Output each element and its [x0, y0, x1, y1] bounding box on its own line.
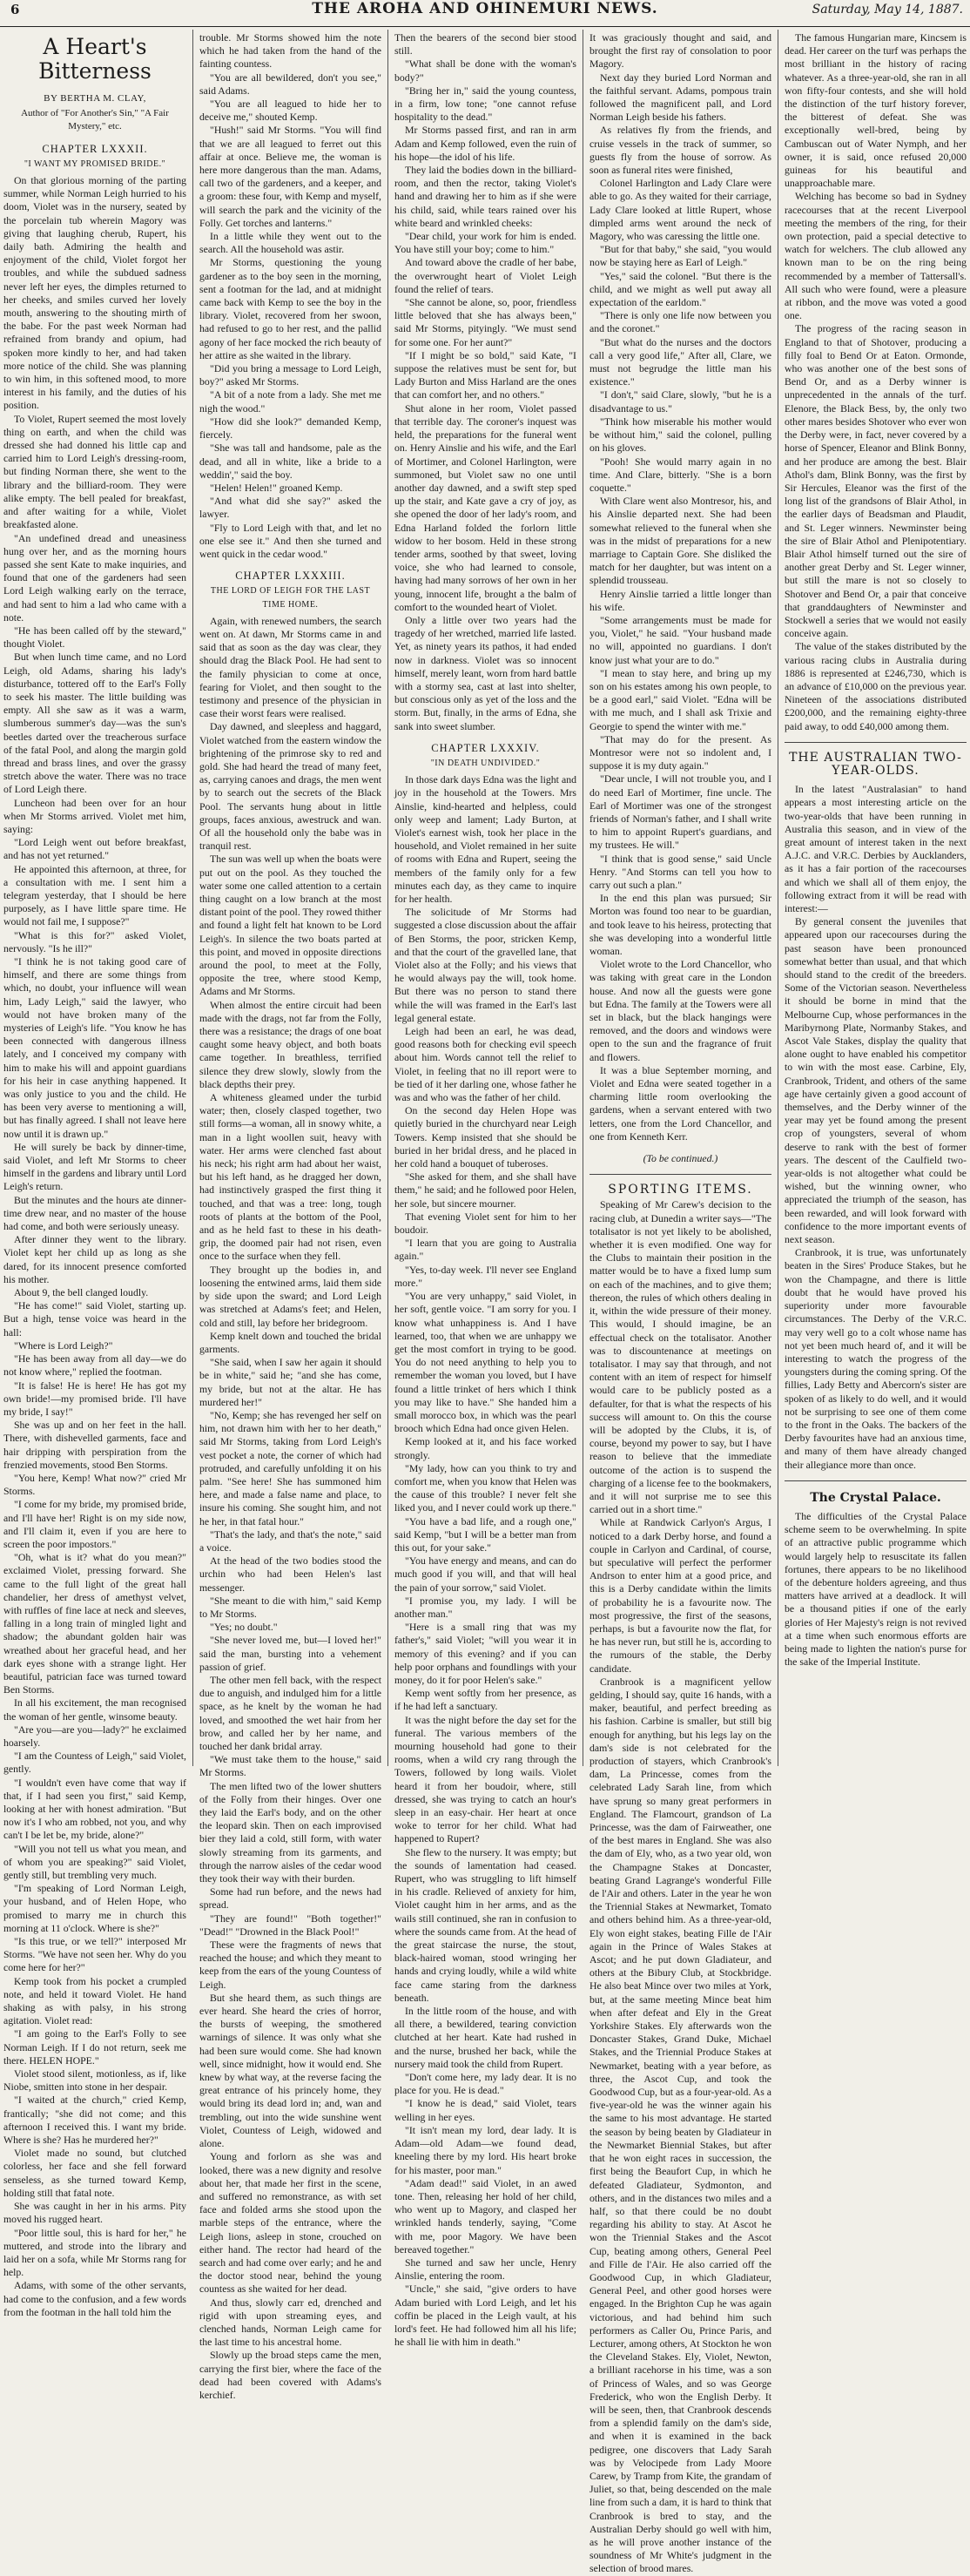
paragraph: "She was tall and handsome, pale as the dead, and all in white, like a bride to a weddin'," said the boy.	[199, 442, 381, 481]
paragraph: They brought up the bodies in, and loosening the entwined arms, laid them side by side upon the sward; and Lord Leigh was stretched at Adams's feet; and Helen, cold and still, lay before her bridegroom.	[199, 1263, 381, 1329]
paragraph: "What shall be done with the woman's body?"	[394, 57, 576, 84]
paragraph: "Some arrangements must be made for you, Violet," he said. "Your husband made no will, appointed no guardians. I don't know just what your are to do."	[589, 613, 771, 666]
story-title: A Heart's Bitterness	[38, 34, 152, 84]
paragraph: Luncheon had been over for an hour when Mr Storms arrived. Violet met him, saying:	[3, 796, 186, 835]
section-separator	[589, 1174, 771, 1175]
paragraph: "Is this true, or we tell?" interposed Mr Storms. "We have not seen her. Why do you come here for her?"	[3, 1935, 186, 1974]
paragraph: Cranbrook, it is true, was unfortunately beaten in the Sires' Produce Stakes, but he won the Champagne, and there is little doubt that he would have proved his superiority under more favourable circumstances. The Derby of the V.R.C. may very well go to a colt whose name has not yet been much heard of, and it will be interesting to watch the progress of the youngsters during the coming spring. Of the fillies, Lady Betty and Abercorn's sister are spoken of as likely to do well, and it would not be surprising to see one of them come to the front in the Oaks. The backers of the Derby favourites have had an anxious time, and many of them have already changed their allegiance more than once.	[785, 1246, 967, 1471]
paragraph: Shut alone in her room, Violet passed that terrible day. The coroner's inquest was held, the preparations for the funeral went on. Henry Ainslie and his wife, and the Earl of Mortimer, and Colonel Harlington, were summoned, but Violet saw no one until another day dawned, and a swift step sped up the stair, and Kate gave a cry of joy, as she opened the door of her lady's room, and Edna Harland folded the forlorn little widow to her bosom. Held in these strong tender arms, soothed by that sweet, loving voice, she who had learned to console, having had many sorrows of her own in her young, innocent life, brought a the balm of comfort to the wounded heart of Violet.	[394, 401, 576, 613]
chapter-heading: CHAPTER LXXXII.	[42, 142, 148, 155]
two-year-olds-text	[785, 783, 967, 1472]
paragraph: The value of the stakes distributed by the various racing clubs in Australia during 1886 is represented at £246,730, which is an advance of £10,000 on the previous year. Nineteen of the associations distributed £200,000, and the remaining eighty-three paid away, to odd £40,000 among them.	[785, 640, 967, 732]
section-separator	[785, 1480, 967, 1481]
paragraph: "I wouldn't even have come that way if that, if I had seen you first," said Kemp, looking at her with honest admiration. "But now it's I who am robbed, not you, and why can't I be let be, my bride, alone?"	[3, 1776, 186, 1842]
paragraph: "That may do for the present. As Montresor were not so indolent and, I suppose it is my duty again."	[589, 732, 771, 772]
paragraph: "Yes," said the colonel. "But there is the child, and we might as well put away all expectation of the earldom."	[589, 269, 771, 309]
paragraph: "She asked for them, and she shall have them," he said; and he followed poor Helen, her sole, but sincere mourner.	[394, 1170, 576, 1210]
paragraph: "Adam dead!" said Violet, in an awed tone. Then, releasing her hold of her child, who went up to Magory, and clasped her wrinkled hands tenderly, saying, "Come with me, poor Magory. We have been bereaved together."	[394, 2176, 576, 2256]
story-byline: BY BERTHA M. CLAY,	[44, 93, 146, 104]
paragraph: She was caught in her in his arms. Pity moved his rugged heart.	[3, 2200, 186, 2226]
paragraph: "You are all leagued to hide her to deceive me," shouted Kemp.	[199, 98, 381, 124]
to-be-continued: (To be continued.)	[643, 1152, 718, 1165]
paragraph: In all his excitement, the man recognised the woman of her gentle, winsome beauty.	[3, 1696, 186, 1723]
paragraph: The men lifted two of the lower shutters of the Folly from their hinges. Over one they laid the Earl's body, and on the other the leopard skin. Then on each improvised bier they laid a cold, still form, with water slowly streaming from its garments, and through the narrow aisles of the cedar wood they took their way with their burden.	[199, 1779, 381, 1885]
paragraph: The famous Hungarian mare, Kincsem is dead. Her career on the turf was perhaps the most brilliant in the history of racing whatever. As a three-year-old, she ran in all won fifty-four contests, and she will hold the distinction of the turf history forever, the bitterest of defeat. She was exceptionally well-bred, being by Cambuscan out of Water Nymph, and her owner, it is said, once refused 20,000 guineas for his beautiful and unapproachable mare.	[785, 31, 967, 190]
paragraph: Henry Ainslie tarried a little longer than his wife.	[589, 587, 771, 613]
paragraph: That evening Violet sent for him to her boudoir.	[394, 1210, 576, 1237]
paragraph: Welching has become so bad in Sydney racecourses that at the recent Liverpool meeting the members of the ring, for their own protection, paid a special detective to watch for welchers. The club allowed any known man to be on the ring being recommended by a member of Tattersall's. All such who were found, were a pleasure at ribbon, and the move was voted a good one.	[785, 190, 967, 322]
section-separator	[785, 742, 967, 743]
paragraph: Again, with renewed numbers, the search went on. At dawn, Mr Storms came in and said that as soon as the day was clear, they should drag the Black Pool. He had sent to the family physician to come at once, fearing for Violet, and then sought to the testimony and presence of the physician in case their worst fears were realised.	[199, 614, 381, 720]
paragraph: After dinner they went to the library. Violet kept her child up as long as she dared, for its innocent presence comforted his mother.	[3, 1233, 186, 1285]
paragraph: Mr Storms passed first, and ran in arm Adam and Kemp followed, even the ruin of his hope—the idol of his life.	[394, 124, 576, 163]
paragraph: "I'm speaking of Lord Norman Leigh, your husband, and of Helen Hope, who promised to marry me in church this morning at 11 o'clock. Where is she?"	[3, 1882, 186, 1934]
paragraph: Adams, with some of the other servants, had come to the confusion, and a few words from the footman in the hall told him the	[3, 2279, 186, 2318]
paragraph: "Helen! Helen!" groaned Kemp.	[210, 481, 343, 494]
paragraph: In the latest "Australasian" to hand appears a most interesting article on the two-year-olds that have been running in Australia this season, and in view of the great amount of interest taken in the next A.J.C. and V.R.C. Derbies by Aucklanders, as it has a fair portion of the racecourses and which we shall all of them enjoy, the following extract from it will be read with interest:—	[785, 783, 967, 914]
paragraph: Kemp knelt down and touched the bridal garments.	[199, 1329, 381, 1355]
column-4	[589, 31, 771, 2575]
paragraph: "You here, Kemp! What now?" cried Mr Storms.	[3, 1471, 186, 1498]
paragraph: Leigh had been an earl, he was dead, good reasons both for checking evil speech about him. Words cannot tell the relief to Violet, in feeling that no ill report were to be tied of it her darling one, whose father he was and who was the father of her child.	[394, 1025, 576, 1104]
paragraph: Cranbrook is a magnificent yellow gelding, I should say, quite 16 hands, with a maker, beautiful, and perfect breeding as his fashion. Carbine is smaller, but still big enough for anything, but his legs lay on the dam's side is not celebrated for the production of stayers, which Cranbrook's dam, La Princesse, comes from the celebrated Lady Sarah line, from which have sprung so many great performers in England. The Flamcourt, grandson of La Princesse, was the dam of Fairweather, one of the best mares in England. She was also the dam of Ely, who, as a two year old, won the Champagne Stakes at Doncaster, beating Grand Lagrange's wonderful Fille de l'Air and others. Later in the year he won the Triennial Stakes at Newmarket, Tomato and others behind him. As a three-year-old, Ely won eight stakes, beating Fille de l'Air again in the Prince of Wales Stakes at Ascot; and he put down Gladiateur, and others at the Bibury Club, at Stockbridge. He also beat Mince over two miles at York, but, at the same meeting Mince beat him when after defeat and Ely in the Great Yorkshire Stakes. Ely afterwards won the Doncaster Stakes, Grand Duke, Michael Stakes, and the Triennial Produce Stakes at Newmarket, beating with a year before, as three, the Ascot Cup, and took the Goodwood Cup, but as a four-year-old. As a five-year-old he was the winner again his the same to his most advantage. He started the season by being beaten by Gladiateur in the Newmarket Biennial Stakes, but after that he won eight races in succession, the first being the Beaufort Cup, in which he defeated Gladiateur, Sydmonton, and others, and in the distances two miles and a half, so that there could be no doubt regarding his ability to stay. At Ascot he won the Triennial Stakes and the Ascot Cup, beating among others, General Peel and Fille de l'Air. He also carried off the Goodwood Cup, in which Gladiateur, General Peel, and other good horses were engaged. In the Brighton Cup he was again victorious, and had behind him such performers as Caller Ou, Prince Paris, and Lecturer, among others, At Stockton he won the Cleveland Stakes. Ely, Violet, Newton, a brilliant racehorse in his time, was a son of Princess of Wales, and so was George Frederick, who won the English Derby. It will be seen, then, that Cranbrook descends from a splendid family on the dam's side, and when it is examined in the back pedigree, one discovers that Lady Sarah was by Velocipede from Lady Moore Carew, by Tramp from Kite, the grandam of Juliet, so that, being descended on the male line from such a dam, it is hard to think that Cranbrook is bred to stay, and the Australian Derby should go well with him, as he will prove another instance of the soundness of Mr White's judgment in the selection of brood mares.	[589, 1675, 771, 2575]
paragraph: "Where is Lord Leigh?"	[14, 1339, 113, 1352]
paragraph: As relatives fly from the friends, and cruise vessels in the track of summer, so guests fly from the house of sorrow. As soon as funeral rites were finished,	[589, 124, 771, 177]
paragraph: And toward above the cradle of her babe, the overwrought heart of Violet Leigh found the relief of tears.	[394, 256, 576, 295]
paragraph: "I think he is not taking good care of himself, and there are some things from which, no doubt, your influence will wean him, Lady Leigh," said the lawyer, who would not have broken many of the mysteries of Leigh's life. "You know he has been connected with dangerous illness lately, and I conceived my company with him to make his will and appoint guardians for his heir in case anything happened. It was only justice to you and the child. He has been very averse to mentioning a will, but has finally agreed. I shall not leave here now until it is drawn up."	[3, 955, 186, 1140]
paragraph: "You have a bad life, and a rough one," said Kemp, "but I will be a better man from this out, for your sake."	[394, 1514, 576, 1554]
paragraph: Speaking of Mr Carew's decision to the racing club, at Dunedin a writer says—"The totalisator is not yet likely to be abolished, whether it is even modified. One way for the Clubs to maintain their position in the matter would be to have a fixed lump sum on each of the machines, and to give them; thereon, the rules of which others dealing in it, within the wide pressure of their money. This would, I should imagine, be an effectual check on the totalisator. Another was to discountenance at meetings on totalisator. I may say that through, and not content with an item of respect for himself would care to be publicly posted as a defaulter, for that is what the respects of his success will amount to. On this the course will be adopted by the Clubs, it is, of course, beyond my power to say, but I have reason to believe that the immediate outcome of the action is to suspend the charging of a license fee to the bookmakers, and it will not surprise me to see this carried out in a short time."	[589, 1198, 771, 1516]
paragraph: To Violet, Rupert seemed the most lovely thing on earth, and when the child was dressed she had donned his little cap and carried him to Lord Leigh's dressing-room, but finding Norman there, she went to the library and the billiard-room. They were alike empty. The bell pealed for breakfast, and after waiting for a while, Violet breakfasted alone.	[3, 412, 186, 531]
paragraph: Day dawned, and sleepless and haggard, Violet watched from the eastern window the brightening of the primrose sky to red and gold. She had heard the tread of many feet, as, carrying canoes and drags, the men went by to search out the secrets of the Black Pool. The servants hung about in little groups, faces anxious, awestruck and wan. Of all the household only the babe was in tranquil rest.	[199, 720, 381, 853]
paragraph: Young and forlorn as she was and looked, there was a new dignity and resolve about her, that made her first in the scene, and suffered no remonstrance, as with set face and folded arms she stood upon the marble steps of the entrance, where the Leigh lions, asleep in stone, crouched on either hand. The rector had heard of the search and had come over early; and he and the doctor stood near, behind the young countess as she waited for her dead.	[199, 2150, 381, 2296]
paragraph: "I don't," said Clare, slowly, "but he is a disadvantage to us."	[589, 388, 771, 415]
paragraph: She flew to the nursery. It was empty; but the sounds of lamentation had ceased. Rupert, who was struggling to lift himself in his cradle. Relieved of anxiety for him, Violet caught him in her arms, and as the wails still continued, she ran in confusion to where the sounds came from. At the head of the great staircase the nurse, the stout, black-haired woman, stood wringing her hands and crying loudly, while a wild white face came staring from the darkness beneath.	[394, 1845, 576, 2004]
paragraph: "It isn't mean my lord, dear lady. It is Adam—old Adam—we found dead, kneeling there by my lord. His heart broke for his master, poor man."	[394, 2123, 576, 2176]
paragraph: With Clare went also Montresor, his, and his Ainslie departed next. She had been somewhat relieved to the funeral when she was in the midst of preparations for a new marriage to Captain Gore. She disliked the match for her daughter, but was intent on a splendid trousseau.	[589, 495, 771, 587]
paragraph: "Bring her in," said the young countess, in a firm, low tone; "one cannot refuse hospitality to the dead."	[394, 84, 576, 124]
paragraph: "Dear uncle, I will not trouble you, and I do need Earl of Mortimer, fine uncle. The Earl of Mortimer was one of the strongest friends of Norman's father, and I shall write to him to appoint Rupert's guardians, and my trustees. He will."	[589, 772, 771, 852]
newspaper-title: THE AROHA AND OHINEMURI NEWS.	[312, 0, 658, 17]
paragraph: The solicitude of Mr Storms had suggested a close discussion about the affair of Ben Storms, the poor, stricken Kemp, and that the court of the gravelled lane, that Violet also at the Folly; and his views that he would always pay the will, took home. But there was no person to stand there while the will was framed in the Earl's last legal general estate.	[394, 906, 576, 1024]
paragraph: On that glorious morning of the parting summer, while Norman Leigh hurried to his doom, Violet was in the nursery, seated by the porcelain tub wherein Magory was giving that laughing cherub, Rupert, his daily bath. Admiring the health and enjoyment of the child, Violet forgot her troubles, and while the subdued sadness never left her eyes, the dimples returned to her cheeks, and smiles curved her lovely mouth, answering to the shouting mirth of the babe. For the past week Norman had refrained from brandy and opium, had spoken more kindly to her, and had taken more notice of the child. She was planning to win him, in this softened mood, to more interest in his family, and the duties of his position.	[3, 174, 186, 412]
story-text	[199, 615, 381, 2402]
paragraph: "Yes; no doubt."	[210, 1621, 278, 1634]
paragraph: He will surely be back by dinner-time, said Violet, and left Mr Storms to cheer himself in the gardens and library until Lord Leigh's return.	[3, 1140, 186, 1193]
paragraph: And thus, slowly carr ed, drenched and rigid with upon streaming eyes, and clenched hands, Norman Leigh came for the last time to his ancestral home.	[199, 2296, 381, 2349]
paragraph: The progress of the racing season in England to that of Shotover, producing a filly foal to Bend Or at Eaton. Ormonde, who was another one of the best sons of Bend Or, and as a Derby winner is unprecedented in the annals of the turf. Elenore, the Black Bess, by, the only two other mares besides Shotover who ever won the Derby were, in fact, never covered by a horse of Spencer, Eleanor and Blink Bonny, and her produce are among the best. Blair Athol's dam, Blink Bonny, was the first by Sir Hercules, Eleanor was the first of the long list of the grandsons of Blair Athol, in the earlier days of Beadsman and Plaudit, and St. Leger winners. Newminster being the sire of Blair Athol and Plenipotentiary. Blair Athol himself turned out the sire of another great Derby and St. Leger winner, but still the mare is not so closely to Shotover and Bend Or, a pair that conceive that granddaughters of Newminster and Stockwell a series that we would not easily conceive again.	[785, 322, 967, 640]
chapter-subtitle: "IN DEATH UNDIVIDED."	[430, 758, 541, 768]
paragraph: "Yes, to-day week. I'll never see England more."	[394, 1263, 576, 1289]
paragraph: At the head of the two bodies stood the urchin who had been Helen's last messenger.	[199, 1554, 381, 1594]
paragraph: These were the fragments of news that reached the house; and which they meant to keep from the ears of the young Countess of Leigh.	[199, 1939, 382, 1991]
masthead	[0, 0, 970, 27]
paragraph: "I know he is dead," said Violet, tears welling in her eyes.	[394, 2097, 576, 2123]
paragraph: Kemp took from his pocket a crumpled note, and held it toward Violet. He hand shaking as with palsy, in his strong agitation. Violet read:	[3, 1974, 186, 2027]
column-divider	[192, 30, 193, 1766]
column-divider	[387, 30, 388, 1766]
story-text	[199, 31, 381, 561]
paragraph: But the minutes and the hours ate dinner-time drew near, and no master of the house had come, and both were seriously uneasy.	[3, 1193, 186, 1233]
paragraph: Next day they buried Lord Norman and the faithful servant. Adams, pompous train followed the magnificent pall, and Lord Norman Leigh beside his fathers.	[589, 71, 771, 124]
paragraph: "He has been called off by the steward," thought Violet.	[3, 624, 186, 651]
paragraph: "Here is a small ring that was my father's," said Violet; "will you wear it in memory of this evening? and if you can help poor orphans and foundlings with your money, do it for poor Helen's sake."	[394, 1621, 576, 1686]
paragraph: Mr Storms, questioning the young gardener as to the boy seen in the morning, sent a footman for the lad, and at midnight came back with Kemp to see the boy in the library. Violet, recovered from her swoon, had refused to go to her rest, and the pallid agony of her face mocked the rich beauty of her attire as she waited in the library.	[199, 256, 381, 361]
paragraph: "A bit of a note from a lady. She met me nigh the wood."	[199, 388, 381, 415]
chapter-heading: CHAPTER LXXXIII.	[235, 570, 346, 583]
paragraph: But she heard them, as such things are ever heard. She heard the cries of horror, the bursts of weeping, the smothered warnings of silence. It was only what she had been sure would come. She had known well, since midnight, how it would end. She knew by what way, at the reverse facing the great entrance of his princely home, they would bring its dead lord in; and, wan and trembling, out into the wide sunshine went Violet, Countess of Leigh, widowed and alone.	[199, 1991, 381, 2150]
paragraph: "She cannot be alone, so, poor, friendless little beloved that she has always been," said Mr Storms, pityingly. "We must send for some one. For her aunt?"	[394, 296, 576, 348]
story-author-works: Author of "For Another's Sin," "A Fair Mystery," etc.	[21, 108, 169, 132]
paragraph: When almost the entire circuit had been made with the drags, not far from the Folly, there was a resistance; the drags of one boat caught some heavy object, and both boats came together. In breathless, terrified silence they drew slowly, slowly from the black depths their prey.	[199, 998, 381, 1090]
story-text	[589, 31, 771, 1143]
paragraph: "If I might be so bold," said Kate, "I suppose the relatives must be sent for, but Lady Burton and Miss Harland are the ones that can comfort her, and no others."	[394, 348, 576, 401]
paragraph: "But what do the nurses and the doctors call a very good life," After all, Clare, we must not begrudge the little man his existence."	[589, 335, 771, 388]
paragraph: She turned and saw her uncle, Henry Ainslie, entering the room.	[394, 2256, 576, 2283]
paragraph: "She said, when I saw her again it should be in white," said he; "and she has come, my bride, but not at the altar. He has murdered her!"	[199, 1356, 381, 1408]
paragraph: "They are found!" "Both together!" "Dead!" "Drowned in the Black Pool!"	[199, 1912, 381, 1938]
paragraph: "There is only one life now between you and the coronet."	[589, 309, 771, 335]
paragraph: "I am the Countess of Leigh," said Violet, gently.	[3, 1750, 186, 1776]
paragraph: In those dark days Edna was the light and joy in the household at the Towers. Mrs Ainslie, kind-hearted and helpless, could only weep and lament; Lady Burton, at Violet's earnest wish, took her place in the household, and Violet remained in her suite of rooms with Edna and Rupert, seeing the members of the family only for a few minutes each day, as they came to inquire for her health.	[394, 773, 576, 905]
section-heading-two-year-olds: THE AUSTRALIAN TWO-YEAR-OLDS.	[789, 750, 962, 778]
page-number: 6	[10, 2, 20, 17]
paragraph: "What is this for?" asked Violet, nervously. "Is he ill?"	[3, 928, 186, 954]
paragraph: On the second day Helen Hope was quietly buried in the churchyard near Leigh Towers. Kemp insisted that she should be buried in her bridal dress, and he placed in her cold hand a bouquet of tuberoses.	[394, 1104, 576, 1170]
issue-date: Saturday, May 14, 1887.	[812, 3, 963, 17]
paragraph: "But for that baby," she said, "you would now be staying here as Earl of Leigh."	[589, 243, 771, 269]
paragraph: A whiteness gleamed under the turbid water; then, closely clasped together, two still forms—a woman, all in snowy white, a man in a light woollen suit, heavy with water. Her arms were clenched fast about his neck; his right arm had about her waist, but his left hand, as he dragged her down, had instinctively grasped the first thing it touched, and that was a tree: long, tough roots of plants at the bottom of the Pool, and as he held fast to these in his death-grip, the doomed pair had not risen, even once to the surface when they fell.	[199, 1091, 381, 1263]
column-1	[3, 31, 186, 2318]
paragraph: "You are all bewildered, don't you see," said Adams.	[199, 71, 381, 97]
paragraph: Some had run before, and the news had spread.	[199, 1885, 381, 1912]
paragraph: trouble. Mr Storms showed him the note which he had taken from the hand of the fainting countess.	[199, 31, 381, 71]
paragraph: "I come for my bride, my promised bride, and I'll have her! Right is on my side now, and I'll claim it, even if you are here to screen the poor impostors."	[3, 1498, 186, 1550]
paragraph: "You have energy and means, and can do much good if you will, and that will heal the pain of your sorrow," said Violet.	[394, 1554, 576, 1594]
paragraph: "Uncle," she said, "give orders to have Adam buried with Lord Leigh, and let his coffin be placed in the Leigh vault, at his lord's feet. He had followed him all his life; he shall lie with him in death."	[394, 2283, 576, 2349]
paragraph: Kemp looked at it, and his face worked strongly.	[394, 1435, 576, 1461]
paragraph: About 9, the bell clanged loudly.	[14, 1286, 149, 1299]
paragraph: Colonel Harlington and Lady Clare were able to go. As they waited for their carriage, Lady Clare looked at little Rupert, whose dimpled arms went around the neck of Magory, who was caressing the little one.	[589, 177, 771, 243]
paragraph: "I learn that you are going to Australia again."	[394, 1237, 576, 1263]
paragraph: "Lord Leigh went out before breakfast, and has not yet returned."	[3, 836, 186, 862]
story-text	[394, 773, 576, 2349]
paragraph: "Will you not tell us what you mean, and of whom you are speaking?" said Violet, gently still, but trembling very much.	[3, 1842, 186, 1882]
paragraph: "I waited at the church," cried Kemp, frantically; "she did not come; and this afternoon I received this. I want my bride. Where is she? Has he murdered her?"	[3, 2094, 186, 2147]
paragraph: "Poor little soul, this is hard for her," he muttered, and strode into the library and laid her on a sofa, while Mr Storms rang for help.	[3, 2226, 186, 2279]
paragraph: "He has been away from all day—we do not know where," replied the footman.	[3, 1352, 186, 1379]
paragraph: "Oh, what is it? what do you mean?" exclaimed Violet, pressing forward. She came to the full light of the great hall chandelier, her dress of amethyst velvet, with ruffles of fine lace at neck and sleeves, falling in a long train of mingled light and shadow; the abundant golden hair was wreathed about her graceful head, and her dark eyes shone with a strange light. Her beautiful, patrician face was turned toward Ben Storms.	[3, 1551, 186, 1696]
paragraph: Violet made no sound, but clutched colorless, her face and she fell forward senseless, as she turned toward Kemp, holding still that fatal note.	[3, 2147, 186, 2199]
paragraph: The other men fell back, with the respect due to anguish, and indulged him for a little space, as he knelt by the woman he had loved, and smoothed the wet hair from her brow, and called her by her name, and touched her dank bridal array.	[199, 1673, 381, 1752]
paragraph: In a little while they went out to the search. All the household was astir.	[199, 230, 381, 256]
paragraph: It was a blue September morning, and Violet and Edna were seated together in a charming little room overlooking the gardens, when a servant entered with two letters, one from the Lord Chancellor, and one from Kenneth Kerr.	[589, 1063, 771, 1143]
paragraph: "And what did she say?" asked the lawyer.	[199, 495, 381, 521]
chapter-subtitle: "I WANT MY PROMISED BRIDE."	[24, 158, 166, 169]
paragraph: But when lunch time came, and no Lord Leigh, old Adams, sharing his lady's disturbance, tottered off to the Earl's Folly to seek his master. The little building was empty. All she saw as it was a warm, slumberous summer's day—was the sun's beetles darted over the treacherous surface of the fatal Pool, and along the margin gold thread and brass lines, and over the grassy stretch above the water. There was no trace of Lord Leigh there.	[3, 651, 186, 796]
crystal-palace-text	[785, 1510, 967, 1669]
paragraph: "An undefined dread and uneasiness hung over her, and as the morning hours passed she sent Kate to make inquiries, and found that one of the gardeners had seen Lord Leigh walking early on the terrace, and had sent to him a lad who came with a note.	[3, 531, 186, 624]
paragraph: "You are very unhappy," said Violet, in her soft, gentle voice. "I am sorry for you. I know what unhappiness is. And I have learned, too, that when we are unhappy we get the most comfort in trying to be good. You do not need anything to help you to remember the woman you loved, but I have found a little trinket of hers which I think you may like to have." She handed him a small morocco box, in which was the pearl brooch which Edna had once given Helen.	[394, 1290, 576, 1435]
paragraph: "My lady, how can you think to try and comfort me, when you know that Helen was the cause of this trouble? I never felt she liked you, and I never could work up there."	[394, 1461, 577, 1514]
paragraph: "We must take them to the house," said Mr Storms.	[199, 1753, 381, 1779]
paragraph: It was graciously thought and said, and brought the first ray of consolation to poor Magory.	[589, 31, 771, 71]
paragraph: It was the night before the day set for the funeral. The various members of the mourning household had gone to their rooms, when a wild cry rang through the Towers, followed by long wails. Violet heard it from her boudoir, where, still dressed, she was trying to catch an hour's sleep in an easy-chair. Her heart at once woke to terror for her child. What had happened to Rupert?	[394, 1713, 576, 1845]
paragraph: "That's the lady, and that's the note," said a voice.	[199, 1527, 381, 1554]
sporting-text	[785, 31, 967, 733]
paragraph: He appointed this afternoon, at three, for a consultation with me. I sent him a telegram yesterday, that I should be here purposely, as I have little spare time. He would not fail me, I suppose?"	[3, 862, 186, 928]
paragraph: Slowly up the broad steps came the men, carrying the first bier, where the face of the dead had been covered with Adams's kerchief.	[199, 2349, 381, 2401]
paragraph: The difficulties of the Crystal Palace scheme seem to be overwhelming. In spite of an attractive public programme which would largely help to resuscitate its fallen fortunes, there appears to be no likelihood of the debenture holders agreeing, and thus matters have arrived at a deadlock. It will be a thousand pities if one of the early glories of Her Majesty's reign is not revived at a time when such enormous efforts are being made to lighten the nation's purse for the sake of the Imperial Institute.	[785, 1509, 967, 1669]
paragraph: In the little room of the house, and with all there, a bewildered, tearing conviction clutched at her heart. Kate had rushed in and the nurse, brushed her back, while the nursery maid took the child from Rupert.	[394, 2005, 576, 2070]
chapter-heading: CHAPTER LXXXIV.	[431, 741, 540, 754]
paragraph: "She never loved me, but—I loved her!" said the man, bursting into a vehement passion of grief.	[199, 1634, 381, 1673]
column-2	[199, 31, 382, 2401]
paragraph: Then the bearers of the second bier stood still.	[394, 31, 576, 57]
paragraph: "No, Kemp; she has revenged her self on him, not drawn him with her to her death," said Mr Storms, taking from Lord Leigh's vest pocket a note, the corner of which had protruded, and carefully unfolding it on his palm. "See here! She has summoned him here, and made a false name and place, to insure his coming. She sought him, and not he her, in that fatal hour."	[199, 1408, 381, 1527]
paragraph: "I think that is good sense," said Uncle Henry. "And Storms can tell you how to carry out such a plan."	[589, 852, 771, 891]
paragraph: "It is false! He is here! He has got my own bride!—my promised bride. I'll have my bride, I say!"	[3, 1379, 186, 1418]
paragraph: "Fly to Lord Leigh with that, and let no one else see it." And then she turned and went quick in the cedar wood."	[199, 521, 381, 560]
paragraph: The sun was well up when the boats were put out on the pool. As they touched the water some one called attention to a certain thing caught on a low branch at the most distant point of the pool. They rowed thither and found a light felt hat known to be Lord Leigh's. In silence the two boats parted at this point, and moved in opposite directions around the pool, to meet at the Folly, opposite the tree, where stood Kemp, Adams and Mr Storms.	[199, 853, 381, 998]
paragraph: "Hush!" said Mr Storms. "You will find that we are all leagued to ferret out this affair at once. Believe me, the woman is here more dangerous than the man. Adams, call two of the gardeners, and a keeper, and a groom: these four, with Kemp and myself, will search the park and the vicinity of the Folly. Get torches and lanterns."	[199, 124, 381, 229]
paragraph: "Think how miserable his mother would be without him," said the colonel, pulling on his gloves.	[589, 415, 771, 455]
paragraph: Violet wrote to the Lord Chancellor, who was taking with great care in the London house. And now all the guests were gone but Edna. The family at the Towers were all set in black, but the black hangings were removed, and the doors and windows were open to the sun and the fragrance of fruit and flowers.	[589, 958, 771, 1063]
paragraph: "Dear child, your work for him is ended. You have still your boy; come to him."	[394, 230, 576, 256]
chapter-subtitle: THE LORD OF LEIGH FOR THE LAST TIME HOME.	[210, 586, 371, 610]
paragraph: Kemp went softly from her presence, as if he had left a sanctuary.	[394, 1687, 576, 1713]
paragraph: Only a little over two years had the tragedy of her wretched, married life lasted. Yet, as ninety years its pathos, it had ended now in darkness. Violet was so innocent himself, merely leant, worn from hard battle with a stormy sea, cast at last into shelter, but conscious only as yet of the loss and the storm. But, finally, in the arms of Edna, she sank into sweet slumber.	[394, 613, 576, 732]
paragraph: "I mean to stay here, and bring up my son on his estates among his own people, to be a good earl," said Violet. "Edna will be with me much, and I shall ask Trixie and Georgie to spend the winter with me."	[589, 666, 771, 732]
paragraph: "Pooh! She would marry again in no time. And Clare, bitterly. "She is a born coquette."	[589, 455, 771, 494]
column-5	[785, 31, 967, 1766]
section-heading-crystal-palace: The Crystal Palace.	[810, 1490, 941, 1505]
paragraph: Violet stood silent, motionless, as if, like Niobe, smitten into stone in her despair.	[3, 2067, 186, 2094]
paragraph: "She meant to die with him," said Kemp to Mr Storms.	[199, 1594, 381, 1620]
column-3	[394, 31, 577, 2349]
paragraph: "How did she look?" demanded Kemp, fiercely.	[199, 415, 381, 442]
paragraph: While at Randwick Carlyon's Argus, I noticed to a dark Derby horse, and found a couple in Carlyon and Cardinal, of course, but speculative will perfect the performer Andrson to enter him at a good price, and this is a Derby candidate within the limits of probability he is a favourite now. The most progressive, the first of the seasons, perhaps, is but a favourite now the flat, for he has never run, but still he is, according to the rumours of the stable, the Derby candidate.	[589, 1516, 771, 1675]
paragraph: "Did you bring a message to Lord Leigh, boy?" asked Mr Storms.	[199, 362, 381, 388]
paragraph: "He has come!" said Violet, starting up. But a high, tense voice was heard in the hall:	[3, 1299, 186, 1339]
paragraph: In the end this plan was pursued; Sir Morton was found too near to be guardian, and took leave to his heiress, protecting that she was developing into a wonderful little woman.	[589, 892, 771, 958]
paragraph: "I promise you, my lady. I will be another man."	[394, 1594, 576, 1620]
paragraph: "Are you—are you—lady?" he exclaimed hoarsely.	[3, 1723, 186, 1749]
section-heading-sporting: SPORTING ITEMS.	[608, 1183, 753, 1197]
paragraph: She was up and on her feet in the hall. There, with dishevelled garments, face and hair dripping with perspiration from the frenzied movements, stood Ben Storms.	[3, 1419, 186, 1471]
paragraph: They laid the bodies down in the billiard-room, and then the rector, taking Violet's hand and drawing her to him as if she were his child, said, while tears rained over his white beard and wrinkled cheeks:	[394, 164, 576, 229]
paragraph: By general consent the juveniles that appeared upon our racecourses during the past season have been pronounced somewhat better than usual, and that which should stand to the credit of the breeders. Some of the Victorian season. Nevertheless it should be borne in mind that the Melbourne Cup, whose performances in the Maribyrnong Plate, Normanby Stakes, and Ascot Vale Stakes, display the quality that alone ought to have enabled his competitor to win with the most ease. Carbine, Ely, Cranbrook, Trident, and others of the same age have certainly given a good account of themselves, and the Derby winner of the year may yet be found among the present crop of youngsters, several of whom deserve to rank with the best of former years. The descent of the Caulfield two-year-olds is not altogether what could be wished, but the winning owner, who appreciated the triumph of the season, has been rewarded, and will look forward with confidence to the more important events of next season.	[785, 915, 967, 1246]
paragraph: "Don't come here, my lady dear. It is no place for you. He is dead."	[394, 2071, 576, 2097]
story-text	[394, 31, 576, 733]
sporting-text	[589, 1198, 771, 2575]
paragraph: "I am going to the Earl's Folly to see Norman Leigh. If I do not return, seek me there. HELEN HOPE."	[3, 2027, 186, 2067]
story-text	[3, 174, 186, 2319]
